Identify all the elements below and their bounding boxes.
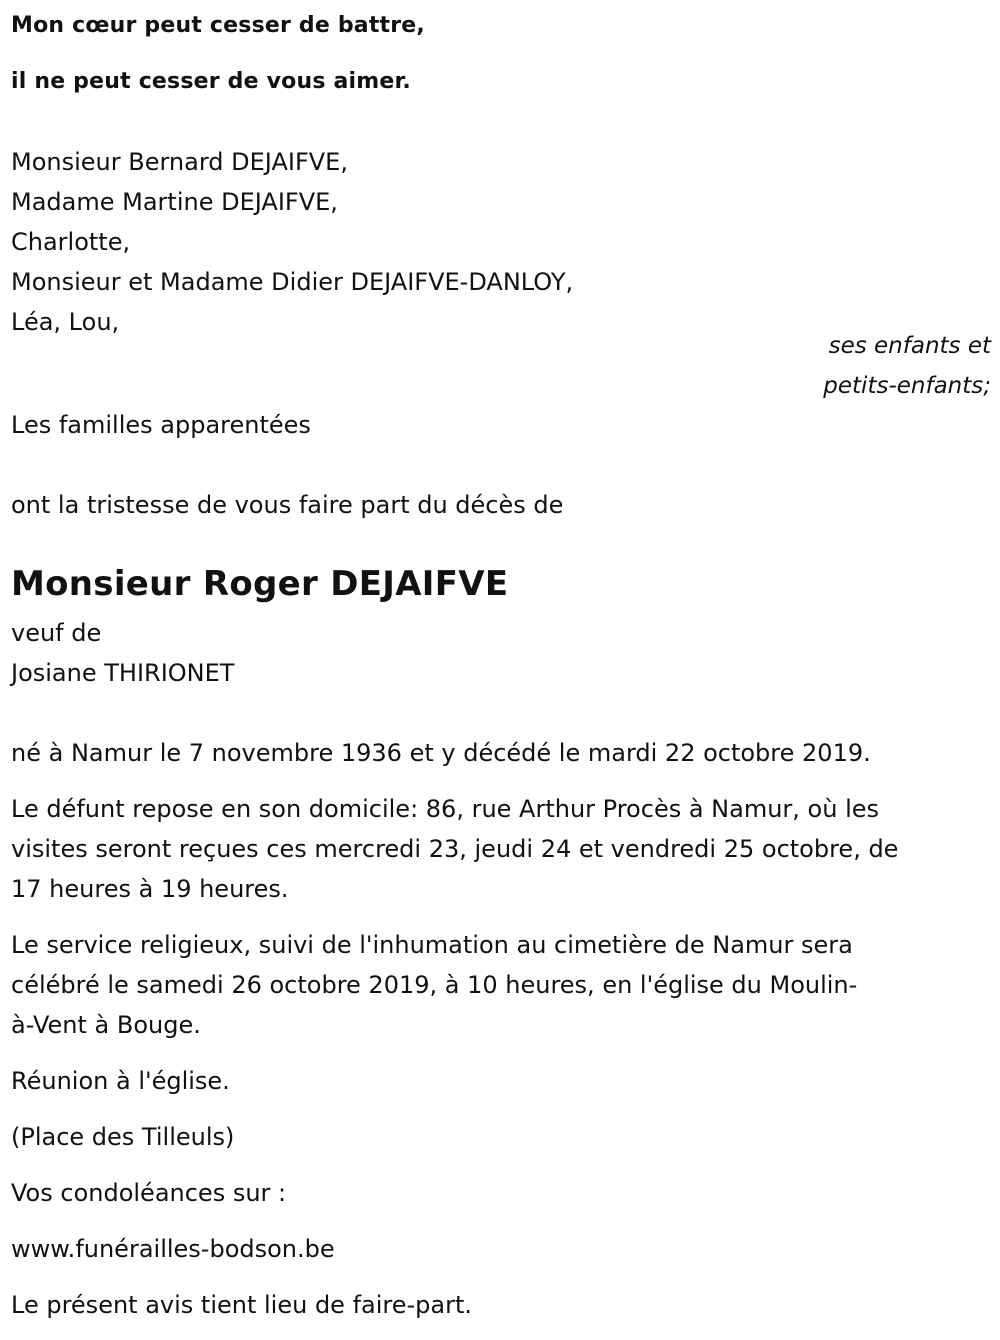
visitation-paragraph (11, 789, 991, 909)
deceased-name: Monsieur Roger DEJAIFVE (11, 564, 509, 604)
service-line: Le service religieux, suivi de l'inhumation au cimetière de Namur sera (11, 931, 853, 959)
family-member: Léa, Lou, (11, 308, 120, 336)
service-line: à-Vent à Bouge. (11, 1011, 201, 1039)
announcement-text: ont la tristesse de vous faire part du décès de (11, 491, 564, 519)
service-line: célébré le samedi 26 octobre 2019, à 10 heures, en l'église du Moulin- (11, 971, 858, 999)
spouse-name: Josiane THIRIONET (11, 659, 235, 687)
place-text: (Place des Tilleuls) (11, 1123, 235, 1151)
family-member: Monsieur et Madame Didier DEJAIFVE-DANLOY, (11, 268, 574, 296)
visitation-line: visites seront reçues ces mercredi 23, jeudi 24 et vendredi 25 octobre, de (11, 835, 899, 863)
epigraph-line-2: il ne peut cesser de vous aimer. (11, 69, 411, 94)
relation-line-1: ses enfants et (828, 333, 991, 359)
notice-text: Le présent avis tient lieu de faire-part. (11, 1291, 473, 1319)
family-member: Charlotte, (11, 228, 131, 256)
obituary-notice (11, 0, 991, 1340)
family-member: Monsieur Bernard DEJAIFVE, (11, 148, 348, 176)
family-member: Madame Martine DEJAIFVE, (11, 188, 338, 216)
widower-label: veuf de (11, 619, 102, 647)
condolences-label: Vos condoléances sur : (11, 1179, 287, 1207)
meeting-text: Réunion à l'église. (11, 1067, 230, 1095)
visitation-line: Le défunt repose en son domicile: 86, rue Arthur Procès à Namur, où les (11, 795, 880, 823)
relation-line-2: petits-enfants; (823, 373, 991, 399)
visitation-line: 17 heures à 19 heures. (11, 875, 289, 903)
extended-family: Les familles apparentées (11, 411, 311, 439)
service-paragraph (11, 925, 991, 1045)
epigraph-line-1: Mon cœur peut cesser de battre, (11, 13, 425, 38)
website-link[interactable]: www.funérailles-bodson.be (11, 1235, 335, 1263)
birth-death-text: né à Namur le 7 novembre 1936 et y décédé le mardi 22 octobre 2019. (11, 739, 871, 767)
